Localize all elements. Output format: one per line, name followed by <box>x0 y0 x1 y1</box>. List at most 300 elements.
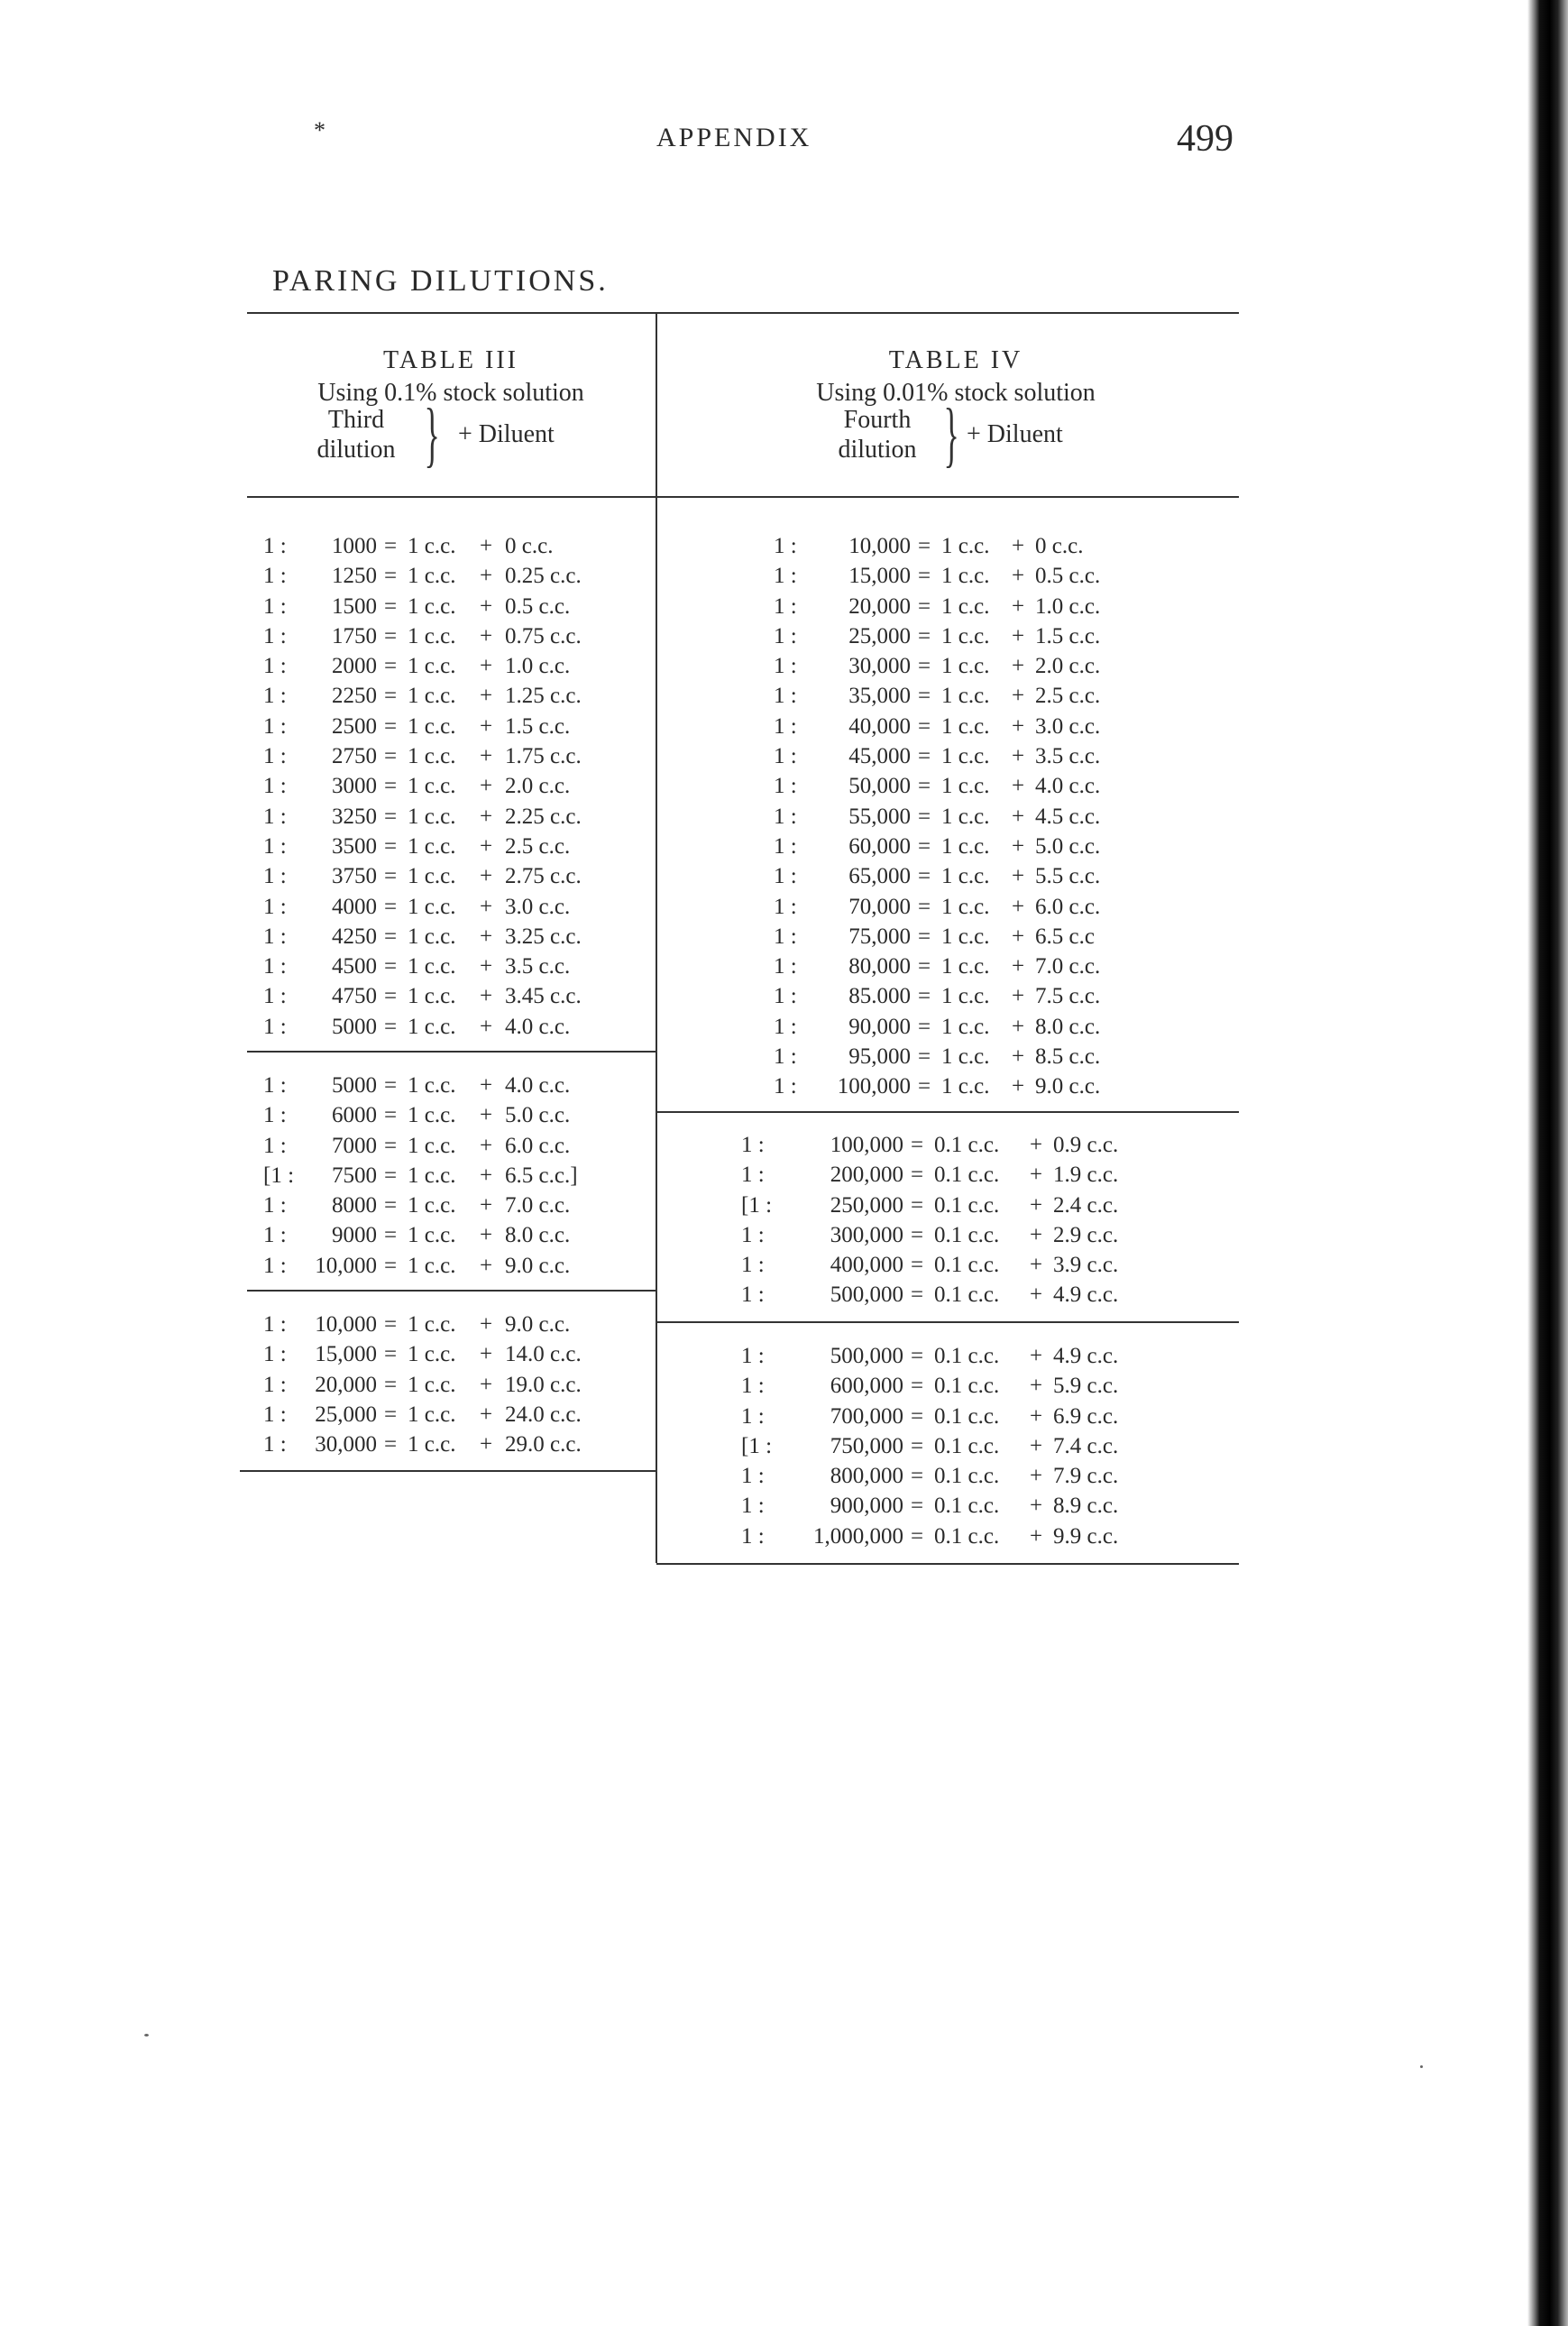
dilution-denominator: 9000 <box>332 1223 377 1248</box>
volume-diluent: 4.5 c.c. <box>1035 804 1101 829</box>
plus-sign: + <box>479 1223 493 1248</box>
plus-sign: + <box>1029 1344 1043 1368</box>
plus-sign: + <box>479 1372 493 1397</box>
volume-diluent: 7.5 c.c. <box>1035 984 1101 1009</box>
ratio-prefix: 1 : <box>263 1372 287 1397</box>
table-row <box>263 1103 651 1133</box>
ratio-prefix: 1 : <box>263 1014 287 1039</box>
scan-speck <box>1420 2065 1423 2068</box>
plus-sign: + <box>479 924 493 949</box>
equals-sign: = <box>383 1342 398 1367</box>
dilution-denominator: 55,000 <box>848 804 911 829</box>
table-row <box>263 1402 651 1432</box>
dilution-denominator: 25,000 <box>848 623 911 648</box>
dilution-denominator: 7000 <box>332 1133 377 1158</box>
ratio-prefix: 1 : <box>263 1193 287 1218</box>
volume-diluent: 8.9 c.c. <box>1053 1494 1119 1519</box>
equals-sign: = <box>383 744 398 769</box>
volume-solution: 1 c.c. <box>941 1014 990 1039</box>
plus-sign: + <box>1011 833 1025 859</box>
plus-sign: + <box>479 593 493 619</box>
ratio-prefix: 1 : <box>774 774 797 799</box>
equals-sign: = <box>383 894 398 919</box>
ratio-prefix: [1 : <box>741 1433 773 1458</box>
equals-sign: = <box>917 1044 931 1070</box>
dilution-denominator: 8000 <box>332 1193 377 1218</box>
equals-sign: = <box>910 1283 924 1308</box>
equals-sign: = <box>383 954 398 979</box>
plus-sign: + <box>1011 593 1025 619</box>
plus-sign: + <box>1029 1222 1043 1247</box>
table-row <box>263 594 651 624</box>
equals-sign: = <box>383 1402 398 1427</box>
dilution-denominator: 700,000 <box>830 1403 903 1429</box>
volume-diluent: 1.25 c.c. <box>505 684 582 709</box>
volume-solution: 1 c.c. <box>408 774 456 799</box>
equals-sign: = <box>917 1014 931 1039</box>
dilution-denominator: 6000 <box>332 1103 377 1128</box>
ratio-prefix: 1 : <box>263 954 287 979</box>
dilution-denominator: 45,000 <box>848 744 911 769</box>
ratio-prefix: 1 : <box>263 774 287 799</box>
volume-solution: 1 c.c. <box>408 924 456 949</box>
volume-diluent: 4.9 c.c. <box>1053 1283 1119 1308</box>
table4-bottom-rule <box>656 1563 1239 1565</box>
plus-sign: + <box>479 744 493 769</box>
ratio-prefix: 1 : <box>774 864 797 889</box>
dilution-denominator: 400,000 <box>830 1253 903 1278</box>
volume-diluent: 0.5 c.c. <box>1035 564 1101 589</box>
dilution-denominator: 1000 <box>332 534 377 558</box>
volume-diluent: 2.0 c.c. <box>1035 654 1101 679</box>
plus-sign: + <box>1011 564 1025 589</box>
page-number: 499 <box>1177 118 1233 160</box>
volume-solution: 1 c.c. <box>408 864 456 889</box>
ratio-prefix: 1 : <box>263 564 287 589</box>
plus-sign: + <box>479 1312 493 1337</box>
volume-diluent: 2.5 c.c. <box>1035 684 1101 709</box>
dilution-denominator: 30,000 <box>315 1432 377 1457</box>
volume-diluent: 7.4 c.c. <box>1053 1433 1119 1458</box>
table4-dilution-line2: dilution <box>838 436 917 464</box>
volume-diluent: 14.0 c.c. <box>505 1342 582 1367</box>
plus-sign: + <box>1029 1374 1043 1399</box>
volume-solution: 0.1 c.c. <box>934 1433 1000 1458</box>
volume-solution: 1 c.c. <box>941 984 990 1009</box>
volume-diluent: 2.4 c.c. <box>1053 1192 1119 1218</box>
volume-solution: 1 c.c. <box>408 1193 456 1218</box>
volume-diluent: 3.5 c.c. <box>1035 744 1101 769</box>
table-row <box>263 714 651 744</box>
scan-speck <box>144 2034 149 2036</box>
ratio-prefix: 1 : <box>263 654 287 679</box>
volume-solution: 1 c.c. <box>408 1163 456 1188</box>
table3-group-rule-1 <box>247 1051 656 1053</box>
plus-sign: + <box>1029 1283 1043 1308</box>
plus-sign: + <box>479 833 493 859</box>
table-row <box>774 895 1170 924</box>
equals-sign: = <box>383 1133 398 1158</box>
equals-sign: = <box>917 623 931 648</box>
volume-solution: 1 c.c. <box>941 833 990 859</box>
table3-dilution-line1: Third <box>327 406 385 434</box>
volume-diluent: 4.9 c.c. <box>1053 1344 1119 1368</box>
plus-sign: + <box>479 1402 493 1427</box>
table-row <box>774 744 1170 774</box>
volume-diluent: 7.0 c.c. <box>1035 954 1101 979</box>
plus-sign: + <box>1029 1163 1043 1188</box>
ratio-prefix: 1 : <box>741 1283 765 1308</box>
volume-diluent: 4.0 c.c. <box>505 1073 571 1098</box>
ratio-prefix: 1 : <box>263 924 287 949</box>
dilution-denominator: 4750 <box>332 984 377 1009</box>
volume-diluent: 3.0 c.c. <box>1035 713 1101 739</box>
plus-sign: + <box>479 864 493 889</box>
dilution-denominator: 10,000 <box>315 1253 377 1278</box>
plus-sign: + <box>1011 623 1025 648</box>
equals-sign: = <box>383 684 398 709</box>
plus-sign: + <box>1029 1433 1043 1458</box>
ratio-prefix: 1 : <box>263 1133 287 1158</box>
volume-solution: 1 c.c. <box>941 564 990 589</box>
ratio-prefix: 1 : <box>774 713 797 739</box>
plus-sign: + <box>479 1163 493 1188</box>
running-head: APPENDIX <box>656 123 812 152</box>
table-row <box>774 834 1170 864</box>
ratio-prefix: 1 : <box>263 1342 287 1367</box>
equals-sign: = <box>383 534 398 558</box>
volume-diluent: 2.5 c.c. <box>505 833 571 859</box>
equals-sign: = <box>910 1523 924 1549</box>
table3-header <box>252 345 649 409</box>
volume-diluent: 1.5 c.c. <box>505 713 571 739</box>
ratio-prefix: 1 : <box>741 1523 765 1549</box>
plus-sign: + <box>1029 1253 1043 1278</box>
table-row <box>263 864 651 894</box>
ratio-prefix: 1 : <box>741 1163 765 1188</box>
plus-sign: + <box>479 713 493 739</box>
dilution-denominator: 20,000 <box>848 593 911 619</box>
volume-diluent: 7.0 c.c. <box>505 1193 571 1218</box>
ratio-prefix: 1 : <box>263 713 287 739</box>
ratio-prefix: 1 : <box>774 1044 797 1070</box>
volume-diluent: 2.0 c.c. <box>505 774 571 799</box>
volume-solution: 1 c.c. <box>941 534 990 558</box>
table-row <box>263 1342 651 1372</box>
plus-sign: + <box>479 774 493 799</box>
volume-solution: 1 c.c. <box>408 623 456 648</box>
table-row <box>263 564 651 593</box>
volume-solution: 1 c.c. <box>408 894 456 919</box>
table4-dilution-label <box>819 405 936 464</box>
table3-bottom-rule <box>240 1470 656 1472</box>
table3-group-rule-2 <box>247 1290 656 1292</box>
volume-diluent: 19.0 c.c. <box>505 1372 582 1397</box>
volume-solution: 1 c.c. <box>408 564 456 589</box>
dilution-denominator: 3500 <box>332 833 377 859</box>
ratio-prefix: 1 : <box>774 623 797 648</box>
equals-sign: = <box>910 1374 924 1399</box>
equals-sign: = <box>383 984 398 1009</box>
equals-sign: = <box>917 864 931 889</box>
plus-sign: + <box>479 1103 493 1128</box>
equals-sign: = <box>917 984 931 1009</box>
plus-sign: + <box>479 534 493 558</box>
table-row <box>774 714 1170 744</box>
volume-diluent: 3.0 c.c. <box>505 894 571 919</box>
equals-sign: = <box>917 684 931 709</box>
equals-sign: = <box>917 833 931 859</box>
table-row <box>263 1015 651 1044</box>
volume-solution: 1 c.c. <box>408 804 456 829</box>
ratio-prefix: 1 : <box>263 1103 287 1128</box>
dilution-denominator: 2250 <box>332 684 377 709</box>
volume-diluent: 8.0 c.c. <box>505 1223 571 1248</box>
dilution-denominator: 600,000 <box>830 1374 903 1399</box>
dilution-denominator: 4000 <box>332 894 377 919</box>
equals-sign: = <box>383 623 398 648</box>
table-row <box>774 1015 1170 1044</box>
volume-solution: 1 c.c. <box>941 593 990 619</box>
volume-solution: 1 c.c. <box>408 1402 456 1427</box>
dilution-denominator: 3750 <box>332 864 377 889</box>
volume-diluent: 29.0 c.c. <box>505 1432 582 1457</box>
equals-sign: = <box>917 894 931 919</box>
table-row <box>774 684 1170 713</box>
table-row <box>263 895 651 924</box>
equals-sign: = <box>383 833 398 859</box>
dilution-denominator: 40,000 <box>848 713 911 739</box>
dilution-denominator: 60,000 <box>848 833 911 859</box>
ratio-prefix: 1 : <box>774 1074 797 1099</box>
table-row <box>263 1312 651 1342</box>
ratio-prefix: 1 : <box>263 623 287 648</box>
equals-sign: = <box>917 924 931 949</box>
volume-diluent: 0.9 c.c. <box>1053 1133 1119 1157</box>
plus-sign: + <box>1011 744 1025 769</box>
table3-brace-icon: } <box>424 395 440 474</box>
ratio-prefix: 1 : <box>741 1253 765 1278</box>
ratio-prefix: 1 : <box>263 744 287 769</box>
ratio-prefix: 1 : <box>263 1073 287 1098</box>
plus-sign: + <box>1011 954 1025 979</box>
plus-sign: + <box>1011 1014 1025 1039</box>
table-row <box>263 984 651 1014</box>
table-row <box>741 1524 1174 1554</box>
volume-diluent: 4.0 c.c. <box>1035 774 1101 799</box>
table-row <box>774 1044 1170 1074</box>
plus-sign: + <box>479 564 493 589</box>
equals-sign: = <box>910 1133 924 1157</box>
ratio-prefix: 1 : <box>263 684 287 709</box>
ratio-prefix: 1 : <box>263 1432 287 1457</box>
equals-sign: = <box>917 744 931 769</box>
table3-dilution-line2: dilution <box>316 436 396 464</box>
table-row <box>263 804 651 834</box>
table-row <box>741 1193 1174 1223</box>
plus-sign: + <box>479 1073 493 1098</box>
column-divider <box>656 313 657 1563</box>
equals-sign: = <box>917 804 931 829</box>
volume-diluent: 6.5 c.c <box>1035 924 1095 949</box>
equals-sign: = <box>910 1403 924 1429</box>
ratio-prefix: 1 : <box>263 1402 287 1427</box>
ratio-prefix: 1 : <box>774 564 797 589</box>
ratio-prefix: 1 : <box>774 924 797 949</box>
table-row <box>263 654 651 684</box>
table-row <box>263 1134 651 1163</box>
volume-diluent: 5.5 c.c. <box>1035 864 1101 889</box>
volume-diluent: 0.5 c.c. <box>505 593 571 619</box>
ratio-prefix: 1 : <box>774 744 797 769</box>
plus-sign: + <box>1011 774 1025 799</box>
table-row <box>774 804 1170 834</box>
dilution-denominator: 90,000 <box>848 1014 911 1039</box>
equals-sign: = <box>910 1222 924 1247</box>
ratio-prefix: 1 : <box>263 534 287 558</box>
header-rule-right <box>656 496 1239 498</box>
equals-sign: = <box>383 1223 398 1248</box>
dilution-denominator: 75,000 <box>848 924 911 949</box>
table-row <box>741 1464 1174 1494</box>
volume-diluent: 8.5 c.c. <box>1035 1044 1101 1070</box>
ratio-prefix: [1 : <box>741 1192 773 1218</box>
volume-diluent: 9.9 c.c. <box>1053 1523 1119 1549</box>
dilution-denominator: 1500 <box>332 593 377 619</box>
equals-sign: = <box>910 1163 924 1188</box>
volume-diluent: 9.0 c.c. <box>1035 1074 1101 1099</box>
equals-sign: = <box>383 864 398 889</box>
dilution-denominator: 100,000 <box>837 1074 911 1099</box>
table4-group-3 <box>741 1344 1174 1554</box>
plus-sign: + <box>1011 713 1025 739</box>
volume-diluent: 6.0 c.c. <box>505 1133 571 1158</box>
table-row <box>774 534 1170 564</box>
volume-solution: 1 c.c. <box>408 1253 456 1278</box>
table-row <box>263 1432 651 1462</box>
dilution-denominator: 25,000 <box>315 1402 377 1427</box>
volume-solution: 1 c.c. <box>408 593 456 619</box>
table-row <box>774 624 1170 654</box>
volume-solution: 0.1 c.c. <box>934 1163 1000 1188</box>
plus-sign: + <box>479 1014 493 1039</box>
plus-sign: + <box>1011 534 1025 558</box>
volume-solution: 0.1 c.c. <box>934 1374 1000 1399</box>
dilution-denominator: 85.000 <box>848 984 911 1009</box>
volume-diluent: 3.5 c.c. <box>505 954 571 979</box>
page-marker: * <box>314 117 326 143</box>
volume-diluent: 0.75 c.c. <box>505 623 582 648</box>
volume-solution: 1 c.c. <box>941 774 990 799</box>
plus-sign: + <box>479 984 493 1009</box>
table3-diluent-label: + Diluent <box>458 420 555 448</box>
volume-solution: 1 c.c. <box>941 713 990 739</box>
dilution-denominator: 10,000 <box>315 1312 377 1337</box>
table-row <box>774 774 1170 804</box>
volume-solution: 1 c.c. <box>941 744 990 769</box>
dilution-denominator: 500,000 <box>830 1283 903 1308</box>
equals-sign: = <box>910 1494 924 1519</box>
table4-brace-icon: } <box>943 395 959 474</box>
ratio-prefix: 1 : <box>774 534 797 558</box>
ratio-prefix: 1 : <box>263 894 287 919</box>
volume-solution: 0.1 c.c. <box>934 1403 1000 1429</box>
equals-sign: = <box>910 1344 924 1368</box>
volume-solution: 1 c.c. <box>408 1103 456 1128</box>
table3-dilution-label <box>298 405 415 464</box>
ratio-prefix: 1 : <box>741 1403 765 1429</box>
dilution-denominator: 30,000 <box>848 654 911 679</box>
table-row <box>263 834 651 864</box>
plus-sign: + <box>1011 804 1025 829</box>
volume-diluent: 2.75 c.c. <box>505 864 582 889</box>
ratio-prefix: 1 : <box>263 1253 287 1278</box>
ratio-prefix: 1 : <box>741 1464 765 1489</box>
plus-sign: + <box>1029 1403 1043 1429</box>
ratio-prefix: 1 : <box>263 833 287 859</box>
dilution-denominator: 300,000 <box>830 1222 903 1247</box>
table-row <box>774 984 1170 1014</box>
dilution-denominator: 1750 <box>332 623 377 648</box>
dilution-denominator: 35,000 <box>848 684 911 709</box>
ratio-prefix: 1 : <box>263 593 287 619</box>
ratio-prefix: 1 : <box>774 684 797 709</box>
table-row <box>263 1193 651 1223</box>
dilution-denominator: 4250 <box>332 924 377 949</box>
equals-sign: = <box>917 534 931 558</box>
dilution-denominator: 250,000 <box>830 1192 903 1218</box>
dilution-denominator: 3000 <box>332 774 377 799</box>
volume-diluent: 1.5 c.c. <box>1035 623 1101 648</box>
table-row <box>263 924 651 954</box>
dilution-denominator: 4500 <box>332 954 377 979</box>
dilution-denominator: 750,000 <box>830 1433 903 1458</box>
equals-sign: = <box>383 1253 398 1278</box>
plus-sign: + <box>479 1253 493 1278</box>
plus-sign: + <box>479 1432 493 1457</box>
ratio-prefix: 1 : <box>774 804 797 829</box>
dilution-denominator: 1250 <box>332 564 377 589</box>
equals-sign: = <box>383 1163 398 1188</box>
equals-sign: = <box>917 654 931 679</box>
plus-sign: + <box>1011 894 1025 919</box>
dilution-denominator: 20,000 <box>315 1372 377 1397</box>
dilution-denominator: 2000 <box>332 654 377 679</box>
volume-diluent: 7.9 c.c. <box>1053 1464 1119 1489</box>
table4-diluent-label: + Diluent <box>967 420 1063 448</box>
ratio-prefix: 1 : <box>774 954 797 979</box>
volume-diluent: 6.9 c.c. <box>1053 1403 1119 1429</box>
volume-diluent: 2.9 c.c. <box>1053 1222 1119 1247</box>
volume-diluent: 0 c.c. <box>505 534 554 558</box>
plus-sign: + <box>479 954 493 979</box>
volume-solution: 1 c.c. <box>941 894 990 919</box>
volume-solution: 1 c.c. <box>408 744 456 769</box>
equals-sign: = <box>383 564 398 589</box>
plus-sign: + <box>1011 984 1025 1009</box>
table3-group-2 <box>263 1073 651 1283</box>
table3-group-1 <box>263 534 651 1044</box>
dilution-denominator: 100,000 <box>830 1133 903 1157</box>
volume-diluent: 3.45 c.c. <box>505 984 582 1009</box>
ratio-prefix: 1 : <box>774 894 797 919</box>
ratio-prefix: 1 : <box>263 984 287 1009</box>
dilution-denominator: 5000 <box>332 1073 377 1098</box>
volume-diluent: 4.0 c.c. <box>505 1014 571 1039</box>
volume-diluent: 5.0 c.c. <box>505 1103 571 1128</box>
equals-sign: = <box>910 1464 924 1489</box>
volume-solution: 1 c.c. <box>408 654 456 679</box>
